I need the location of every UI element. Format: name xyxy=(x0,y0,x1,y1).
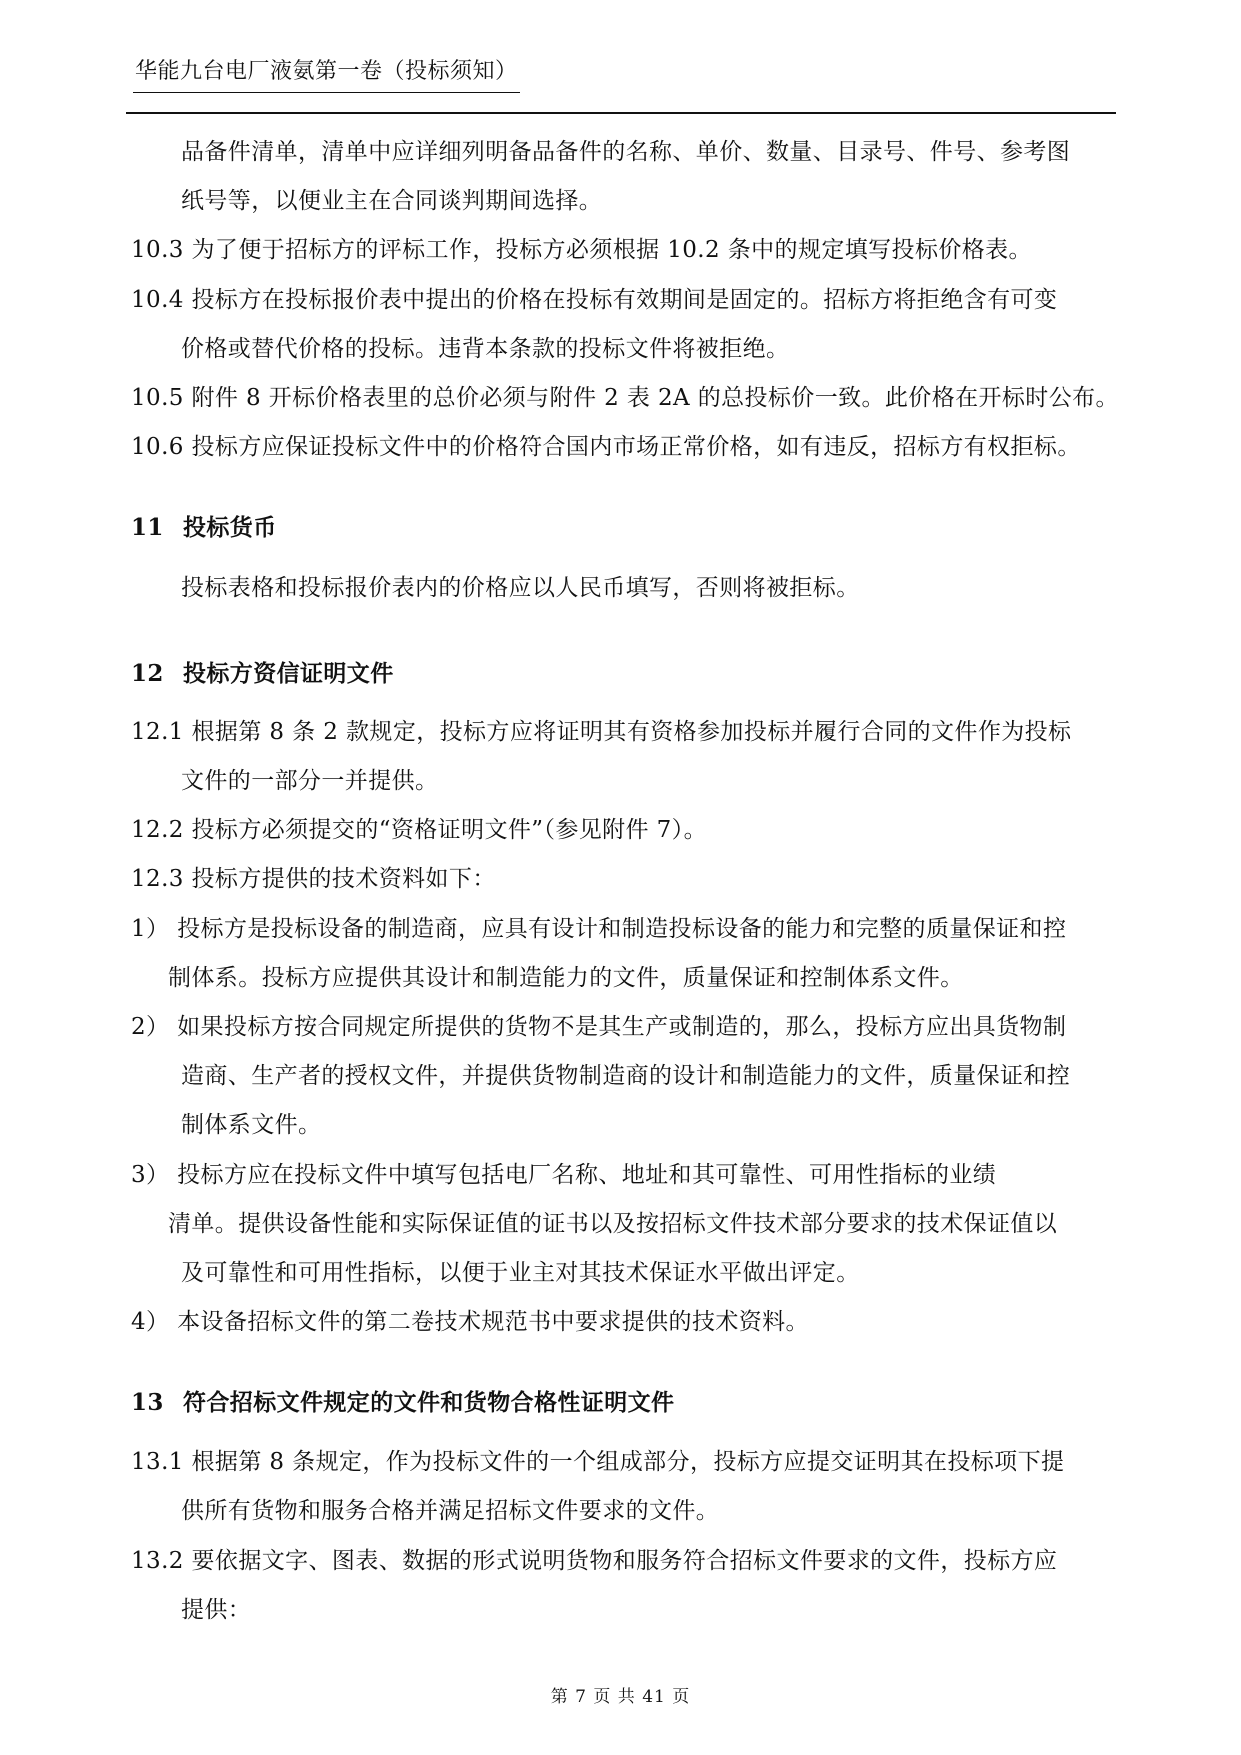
header-divider xyxy=(126,112,1116,114)
clause-12-3: 12.3 投标方提供的技术资料如下： xyxy=(131,866,496,892)
paragraph-line: 清单。提供设备性能和实际保证值的证书以及按招标文件技术部分要求的技术保证值以 xyxy=(168,1211,1058,1237)
clause-10-4: 10.4 投标方在投标报价表中提出的价格在投标有效期间是固定的。招标方将拒绝含有可变 xyxy=(131,287,1058,313)
section-number: 11 xyxy=(131,514,164,541)
section-heading-11 xyxy=(131,512,277,544)
section-title: 符合招标文件规定的文件和货物合格性证明文件 xyxy=(183,1389,675,1416)
section-heading-12 xyxy=(131,658,394,690)
paragraph-line: 文件的一部分一并提供。 xyxy=(181,768,439,794)
clause-12-1: 12.1 根据第 8 条 2 款规定，投标方应将证明其有资格参加投标并履行合同的文件作为投标 xyxy=(131,719,1072,745)
paragraph-line: 供所有货物和服务合格并满足招标文件要求的文件。 xyxy=(181,1498,720,1524)
page-number: 第 7 页 共 41 页 xyxy=(550,1687,691,1707)
page-header-title: 华能九台电厂液氨第一卷（投标须知） xyxy=(133,52,520,93)
clause-10-5: 10.5 附件 8 开标价格表里的总价必须与附件 2 表 2A 的总投标价一致。此价格在开标时公布。 xyxy=(131,385,1119,411)
paragraph-line: 投标表格和投标报价表内的价格应以人民币填写，否则将被拒标。 xyxy=(181,575,860,601)
section-number: 12 xyxy=(131,660,164,687)
section-title: 投标方资信证明文件 xyxy=(183,660,394,687)
section-title: 投标货币 xyxy=(183,514,277,541)
paragraph-line: 提供： xyxy=(181,1597,252,1623)
clause-10-3: 10.3 为了便于招标方的评标工作，投标方必须根据 10.2 条中的规定填写投标价格表。 xyxy=(131,237,1032,263)
paragraph-line: 制体系文件。 xyxy=(181,1112,322,1138)
list-item-1: 1） 投标方是投标设备的制造商，应具有设计和制造投标设备的能力和完整的质量保证和控 xyxy=(131,916,1067,942)
list-item-2: 2） 如果投标方按合同规定所提供的货物不是其生产或制造的，那么，投标方应出具货物制 xyxy=(131,1014,1067,1040)
clause-12-2: 12.2 投标方必须提交的“资格证明文件”（参见附件 7）。 xyxy=(131,817,707,843)
section-heading-13 xyxy=(131,1387,674,1419)
section-number: 13 xyxy=(131,1389,164,1416)
list-item-3: 3） 投标方应在投标文件中填写包括电厂名称、地址和其可靠性、可用性指标的业绩 xyxy=(131,1162,997,1188)
paragraph-line: 制体系。投标方应提供其设计和制造能力的文件，质量保证和控制体系文件。 xyxy=(168,965,964,991)
clause-10-6: 10.6 投标方应保证投标文件中的价格符合国内市场正常价格，如有违反，招标方有权拒标。 xyxy=(131,434,1081,460)
clause-13-1: 13.1 根据第 8 条规定，作为投标文件的一个组成部分，投标方应提交证明其在投标项下提 xyxy=(131,1449,1065,1475)
paragraph-line: 及可靠性和可用性指标，以便于业主对其技术保证水平做出评定。 xyxy=(181,1260,860,1286)
paragraph-line: 价格或替代价格的投标。违背本条款的投标文件将被拒绝。 xyxy=(181,336,790,362)
paragraph-line: 品备件清单，清单中应详细列明备品备件的名称、单价、数量、目录号、件号、参考图 xyxy=(181,139,1071,165)
paragraph-line: 造商、生产者的授权文件，并提供货物制造商的设计和制造能力的文件，质量保证和控 xyxy=(181,1063,1071,1089)
list-item-4: 4） 本设备招标文件的第二卷技术规范书中要求提供的技术资料。 xyxy=(131,1309,809,1335)
paragraph-line: 纸号等，以便业主在合同谈判期间选择。 xyxy=(181,188,603,214)
clause-13-2: 13.2 要依据文字、图表、数据的形式说明货物和服务符合招标文件要求的文件，投标方应 xyxy=(131,1548,1058,1574)
